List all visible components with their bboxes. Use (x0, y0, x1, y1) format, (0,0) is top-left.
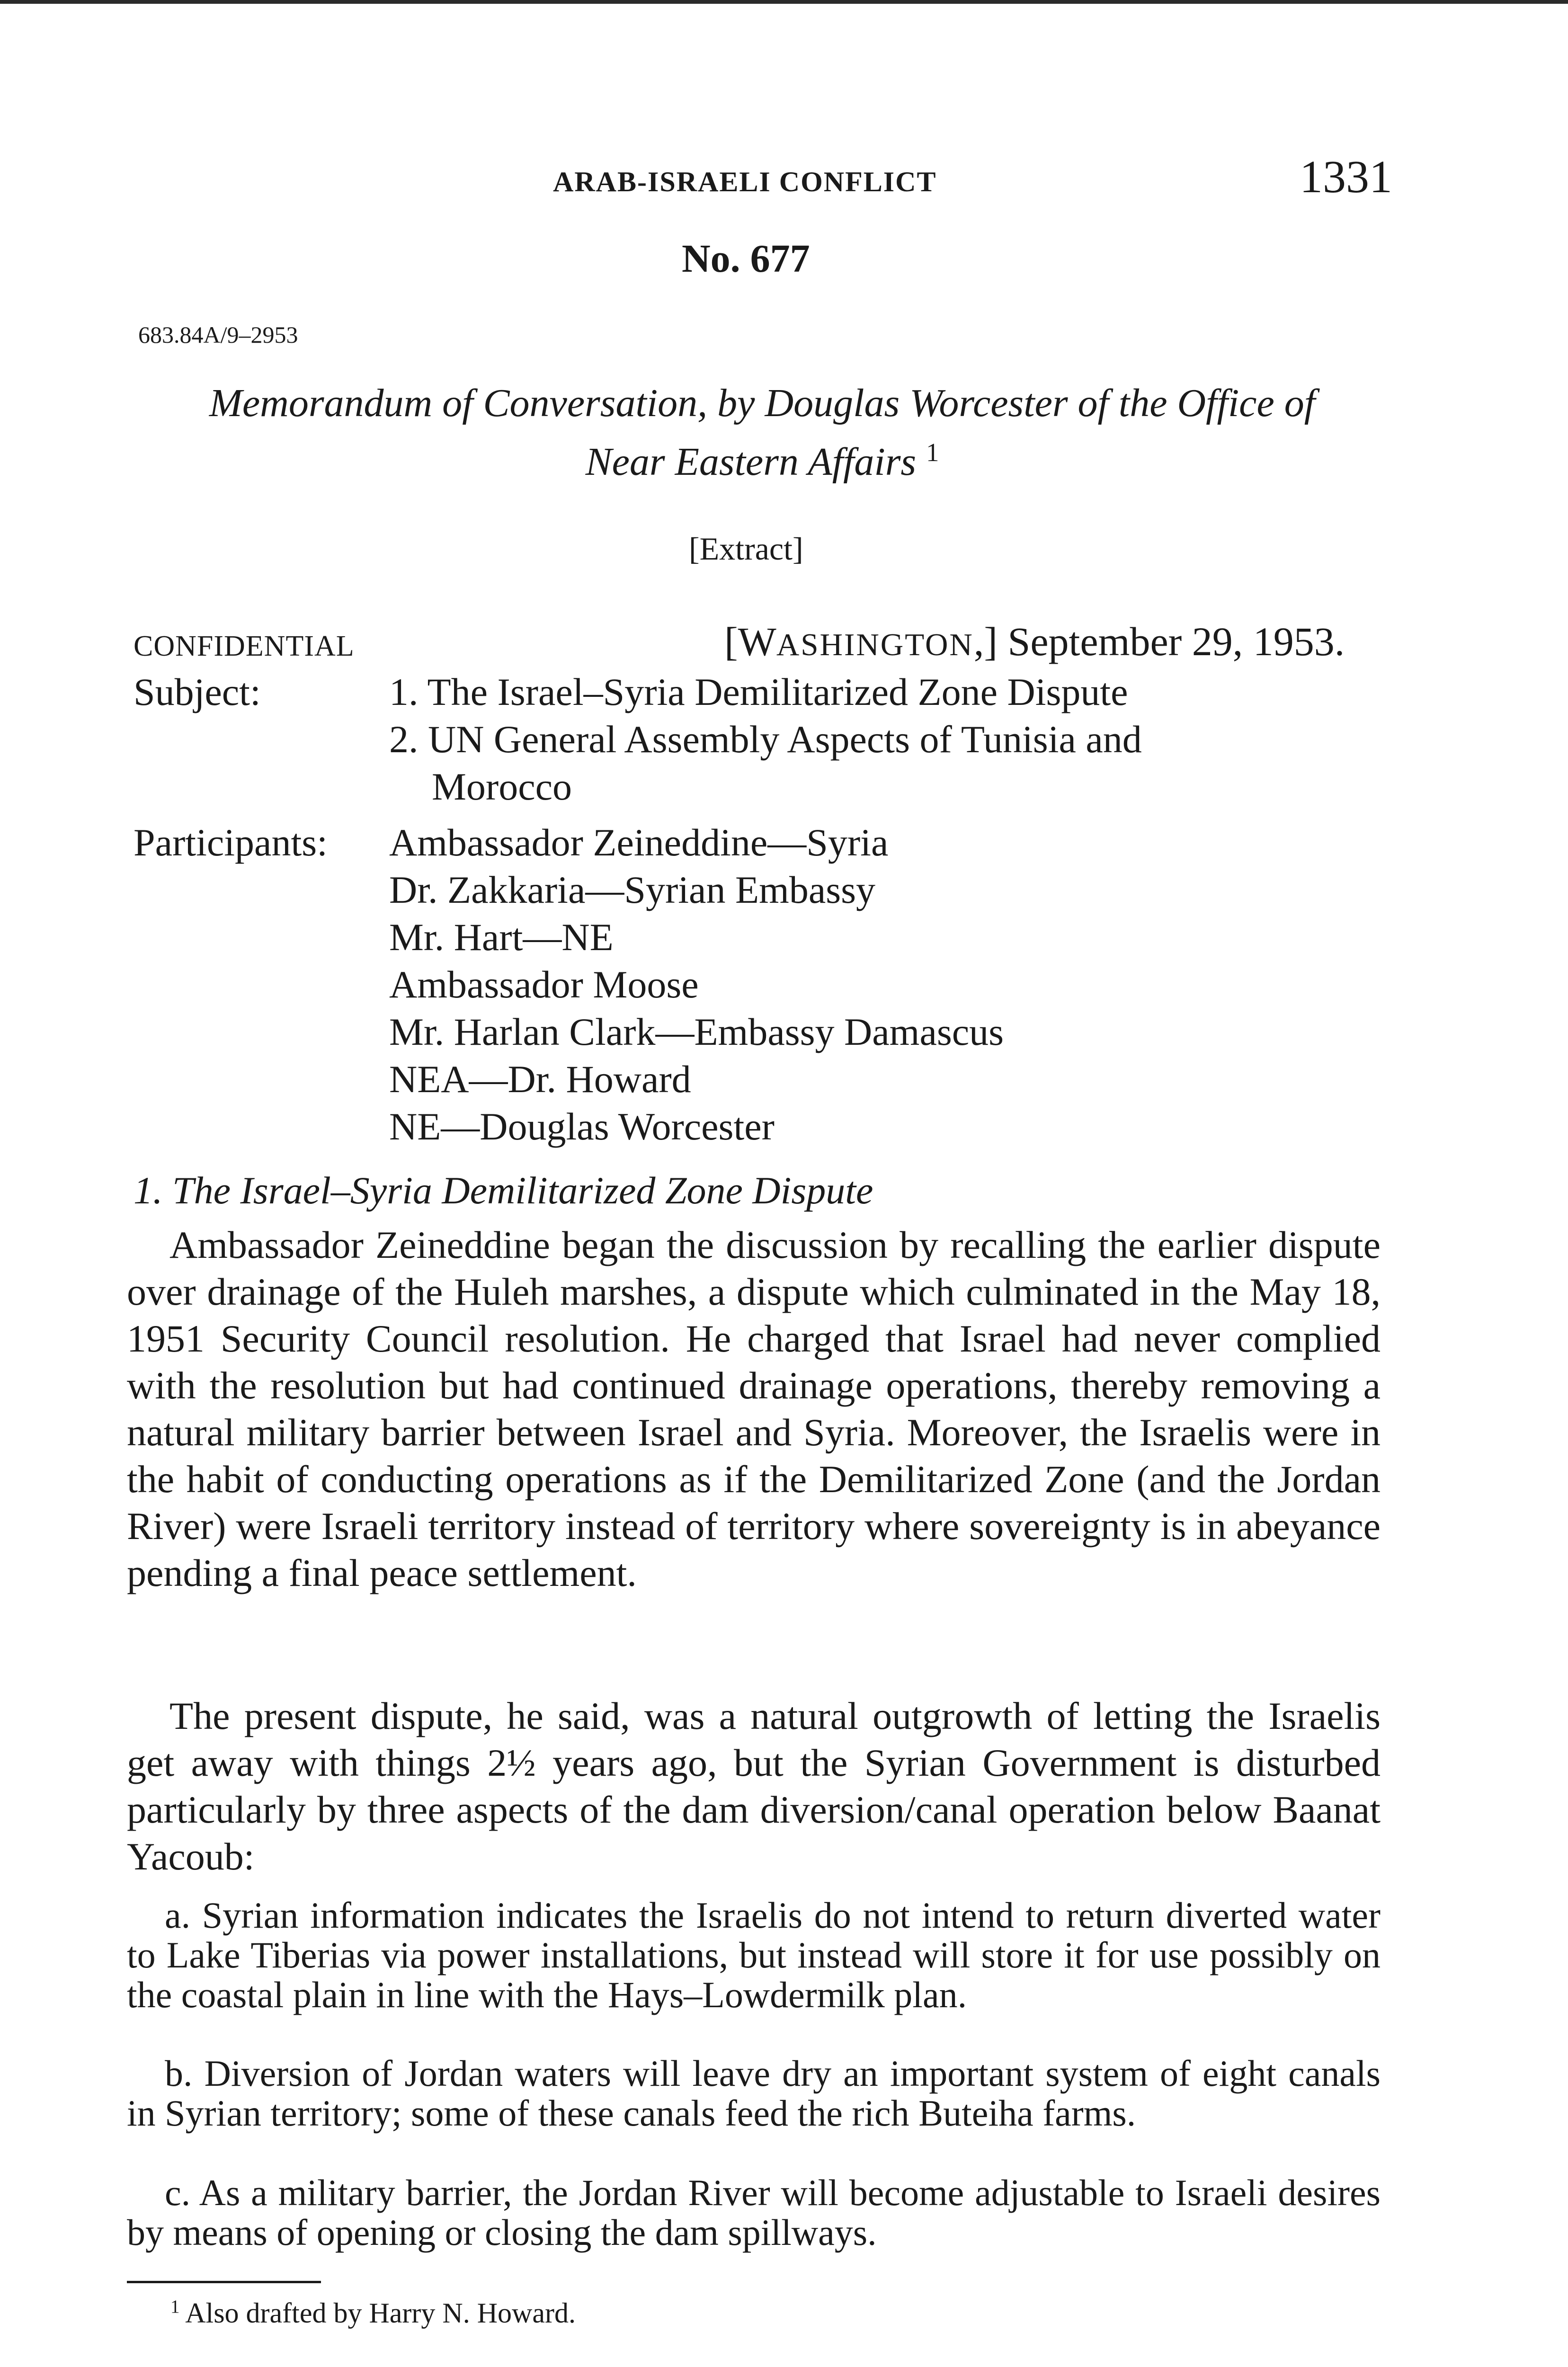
footnote (170, 2296, 576, 2330)
footnote-marker: 1 (170, 2296, 180, 2317)
place-and-date (724, 618, 1345, 665)
participant-item: Ambassador Zeineddine—Syria (389, 821, 889, 864)
list-item-a: a. Syrian information indicates the Israelis do not intend to return diverted water to Lake Tiberias via power installations, but instead will store it for use possibly on the coastal plain in line with the Hays–Lowdermilk plan. (127, 1895, 1381, 2015)
subject-label: Subject: (134, 670, 261, 713)
title-footnote-marker: 1 (926, 438, 939, 467)
participant-item: NE—Douglas Worcester (389, 1105, 775, 1148)
document-date: September 29, 1953. (1007, 619, 1345, 664)
page-number: 1331 (1300, 151, 1392, 203)
participant-item: Dr. Zakkaria—Syrian Embassy (389, 868, 876, 911)
section-heading: 1. The Israel–Syria Demilitarized Zone Dispute (134, 1169, 873, 1212)
document-title-line-1: Memorandum of Conversation, by Douglas Worcester of the Office of (209, 381, 1316, 425)
document-number: No. 677 (682, 237, 810, 281)
document-title-line-2 (133, 428, 1392, 487)
list-item-b: b. Diversion of Jordan waters will leave dry an important system of eight canals in Syrian territory; some of these canals feed the rich Buteiha farms. (127, 2053, 1381, 2134)
subject-item-2: 2. UN General Assembly Aspects of Tunisia and (389, 718, 1142, 761)
participant-item: NEA—Dr. Howard (389, 1058, 691, 1101)
document-title-line-2-text: Near Eastern Affairs (585, 440, 917, 484)
subject-item-1: 1. The Israel–Syria Demilitarized Zone Dispute (389, 670, 1128, 713)
place-prefix: [W (724, 619, 776, 664)
body-paragraph-1: Ambassador Zeineddine began the discussion by recalling the earlier dispute over drainage of the Huleh marshes, a dispute which culminated in the May 18, 1951 Security Council resolution. He charged that Israel had never complied with the resolution but had continued drainage operations, thereby removing a natural military barrier between Israel and Syria. Moreover, the Israelis were in the habit of conducting operations as if the Demilitarized Zone (and the Jordan River) were Israeli territory instead of territory where sovereignty is in abeyance pending a final peace settlement. (127, 1223, 1381, 1594)
footnote-divider (127, 2281, 321, 2283)
participant-item: Ambassador Moose (389, 963, 699, 1006)
running-head: ARAB-ISRAELI CONFLICT (553, 166, 937, 197)
file-reference: 683.84A/9–2953 (138, 321, 298, 348)
participants-label: Participants: (134, 821, 328, 864)
participants-list (389, 819, 1383, 1150)
subject-items (389, 668, 1383, 810)
body-paragraph-2: The present dispute, he said, was a natural outgrowth of letting the Israelis get away with things 2½ years ago, but the Syrian Government is disturbed particularly by three aspects of the dam diversion/canal operation below Baanat Yacoub: (127, 1694, 1381, 1878)
top-border-rule (0, 0, 1568, 4)
subject-block (134, 668, 1393, 810)
participant-item: Mr. Harlan Clark—Embassy Damascus (389, 1010, 1004, 1053)
participants-block (134, 819, 1393, 1160)
classification-label: CONFIDENTIAL (134, 630, 355, 662)
place-name: ASHINGTON (776, 627, 974, 662)
footnote-text: Also drafted by Harry N. Howard. (185, 2297, 576, 2329)
place-suffix: ,] (973, 619, 998, 664)
participant-item: Mr. Hart—NE (389, 916, 614, 959)
document-title (133, 379, 1392, 487)
list-item-c: c. As a military barrier, the Jordan River will become adjustable to Israeli desires by means of opening or closing the dam spillways. (127, 2172, 1381, 2253)
extract-note: [Extract] (689, 531, 803, 567)
subject-item-2-continued: Morocco (432, 765, 572, 808)
